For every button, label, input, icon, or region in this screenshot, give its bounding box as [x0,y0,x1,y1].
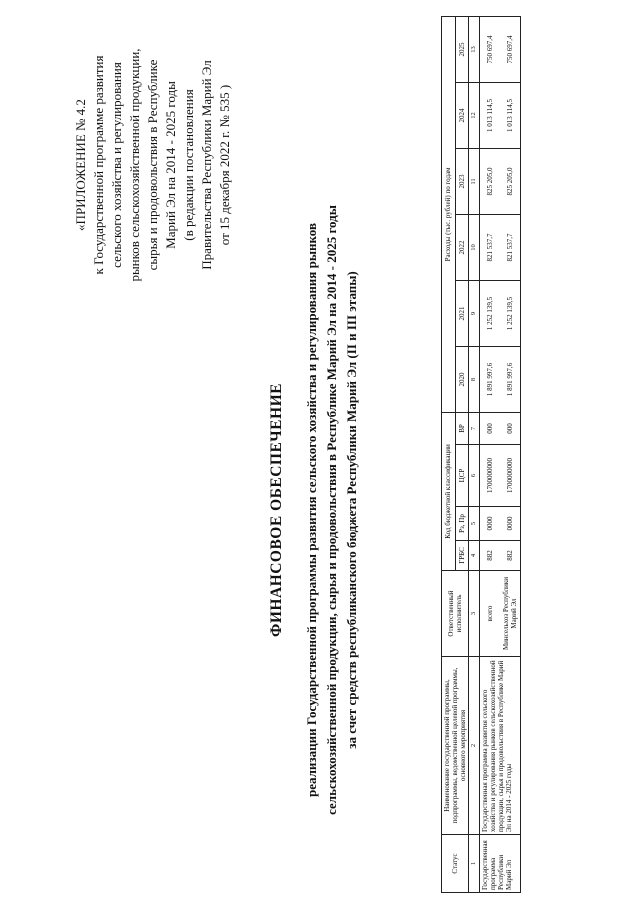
row-value: 821 537,7 [500,214,521,280]
document-subtitle-line: реализации Государственной программы развития сельского хозяйства и регулирования рынков [304,223,319,797]
row-rzpr: 0000 [500,507,521,541]
column-number: 3 [469,571,480,657]
column-number: 12 [469,82,480,148]
annex-line: от 15 декабря 2022 г. № 535 ) [217,84,232,246]
row-value: 821 537,7 [480,214,501,280]
column-number: 5 [469,507,480,541]
row-executor: Минсельхоз Республики Марий Эл [500,571,521,657]
column-number: 8 [469,346,480,412]
row-value: 1 891 997,6 [500,346,521,412]
column-number: 11 [469,148,480,214]
header-status: Статус [442,835,469,893]
annex-line: «ПРИЛОЖЕНИЕ № 4.2 [73,99,88,231]
row-value: 825 205,0 [480,148,501,214]
header-year: 2025 [455,16,469,82]
financing-table [441,16,521,893]
annex-line: к Государственной программе развития [91,55,106,275]
header-budget-code: Код бюджетной классификации [442,412,456,570]
annex-line: Марий Эл на 2014 - 2025 годы [163,81,178,249]
row-value: 1 891 997,6 [480,346,501,412]
column-number: 10 [469,214,480,280]
row-value: 750 697,4 [500,16,521,82]
annex-line: сырья и продовольствия в Республике [145,59,160,271]
document-title: ФИНАНСОВОЕ ОБЕСПЕЧЕНИЕ [268,383,285,637]
header-year: 2022 [455,214,469,280]
document-subtitle-line: за счет средств республиканского бюджета Республики Марий Эл (II и III этапы) [344,271,359,749]
document-heading [268,155,362,865]
annex-line: сельского хозяйства и регулирования [109,62,124,268]
column-number: 1 [469,835,480,893]
row-value: 1 252 139,5 [500,280,521,346]
column-number: 13 [469,16,480,82]
annex-block [72,20,234,310]
row-value: 750 697,4 [480,16,501,82]
column-number-row [469,16,480,892]
table-row [480,16,501,892]
row-name: Государственная программа развития сельского хозяйства и регулирования рынков сельскохозяйственной продукции, сырья и продовольствия в Республике Марий Эл на 2014 - 2025 годы [480,657,521,835]
row-csr: 1700000000 [480,445,501,507]
header-year: 2020 [455,346,469,412]
header-year: 2024 [455,82,469,148]
header-rzpr: Рз, Пр [455,507,469,541]
annex-line: (в редакции постановления [181,89,196,241]
header-year: 2021 [455,280,469,346]
header-grbs: ГРБС [455,541,469,571]
row-rzpr: 0000 [480,507,501,541]
row-vr: 000 [500,412,521,444]
row-value: 1 252 139,5 [480,280,501,346]
row-value: 1 013 114,5 [500,82,521,148]
column-number: 9 [469,280,480,346]
header-expenses: Расходы (тыс. рублей) по годам [442,16,456,412]
row-csr: 1700000000 [500,445,521,507]
column-number: 2 [469,657,480,835]
column-number: 4 [469,541,480,571]
row-value: 1 013 114,5 [480,82,501,148]
annex-line: рынков сельскохозяйственной продукции, [127,48,142,282]
header-vr: ВР [455,412,469,444]
row-executor: всего [480,571,501,657]
annex-line: Правительства Республики Марий Эл [199,60,214,270]
header-name: Наименование государственной программы, подпрограммы, ведомственной целевой программы, основного мероприятия [442,657,469,835]
header-executor: Ответственный исполнитель [442,571,469,657]
header-csr: ЦСР [455,445,469,507]
header-year: 2023 [455,148,469,214]
row-value: 825 205,0 [500,148,521,214]
row-vr: 000 [480,412,501,444]
column-number: 6 [469,445,480,507]
row-grbs: 882 [480,541,501,571]
column-number: 7 [469,412,480,444]
table-header-row [442,16,456,892]
row-grbs: 882 [500,541,521,571]
document-subtitle-line: сельскохозяйственной продукции, сырья и продовольствия в Республике Марий Эл на 2014 - 2025 годы [324,205,339,815]
row-status: Государственная программа Республики Марий Эл [480,835,521,893]
